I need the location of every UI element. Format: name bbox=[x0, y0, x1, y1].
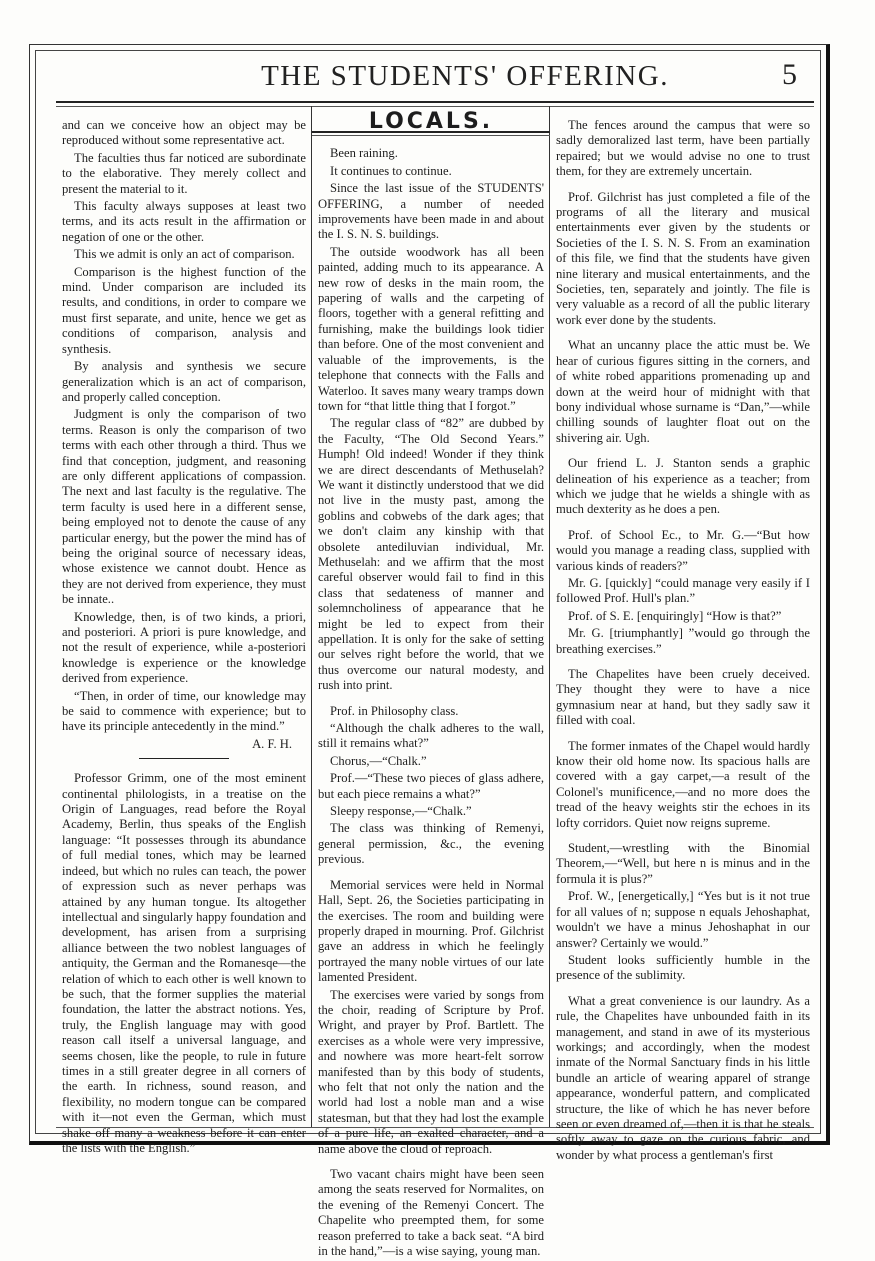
paragraph: It continues to continue. bbox=[330, 163, 452, 178]
paragraph: Been raining. bbox=[330, 146, 398, 161]
section-divider bbox=[139, 758, 229, 759]
paragraph: What a great convenience is our laundry. As a rule, the Chapelites have unbounded faith in its management, and stand in awe of its mysterious workings; and accordingly, when the modest inmate of the Normal Sanctuary finds in his little bundle an article of wearing apparel of strange appearance, wonderful pattern, and complicated structure, the like of which he has never before seen or even dreamed of,—then it is that he steals softly away to gaze on the curious fabric, and wonder by what process a gentleman's first bbox=[556, 993, 810, 1162]
paragraph: Prof.—“These two pieces of glass adhere, but each piece remains a what?” bbox=[318, 771, 544, 801]
paragraph: Knowledge, then, is of two kinds, a priori, and posteriori. A priori is pure knowledge, and not the result of experience, while a-posteriori knowledge is experience or the knowledge derived from experience. bbox=[62, 609, 306, 686]
column-3-paragraphs bbox=[556, 118, 810, 1163]
paragraph: “Then, in order of time, our knowledge may be said to commence with experience; but to have its principle antecedently in the mind.” bbox=[62, 688, 306, 734]
paragraph: Prof. Gilchrist has just completed a file of the programs of all the literary and musical entertainments ever given by the students or Societies of the I. S. N. S. From an examination of this file, we find that the students have given nine literary and musical entertainments, and the Societies, ten, separately and jointly. The file is very valuable as a record of all the public literary work ever done by the students. bbox=[556, 189, 810, 327]
locals-heading: LOCALS. bbox=[368, 109, 494, 134]
paragraph: This faculty always supposes at least two terms, and its acts result in the affirmation or negation of one or the other. bbox=[62, 199, 306, 244]
masthead-title: THE STUDENTS' OFFERING. bbox=[261, 60, 669, 92]
paragraph: Prof. of School Ec., to Mr. G.—“But how would you manage a reading class, supplied with various kinds of readers?” bbox=[556, 527, 810, 573]
column-divider bbox=[311, 106, 312, 1128]
paragraph: Chorus,—“Chalk.” bbox=[330, 753, 427, 768]
paragraph: “Although the chalk adheres to the wall, still it remains what?” bbox=[318, 721, 544, 751]
header-rule bbox=[56, 101, 814, 107]
paragraph: The fences around the campus that were so sadly demoralized last term, have been partially repaired; but we would advise no one to trust them, for they are extremely uncertain. bbox=[556, 118, 810, 179]
paragraph: By analysis and synthesis we secure generalization which is an act of comparison, and properly called conception. bbox=[62, 359, 306, 404]
paragraph: The outside woodwork has all been painted, adding much to its appearance. A new row of desks in the main room, the papering of walls and the carpeting of floors, together with a general refitting and furnishing, make the buildings look tidier than before. One of the most convenient and valuable of the improvements, is the telephone that connects with the Falls and Waterloo. It saves many weary tramps down town for “that little thing that I forgot.” bbox=[318, 244, 544, 413]
paragraph: Memorial services were held in Normal Hall, Sept. 26, the Societies participating in the exercises. The room and building were properly draped in mourning. Prof. Gilchrist gave an address in which he feelingly portrayed the many noble virtues of our late lamented President. bbox=[318, 877, 544, 985]
grimm-paragraph: Professor Grimm, one of the most eminent continental philologists, in a treatise on the Origin of Languages, read before the Royal Academy, Berlin, thus speaks of the English language: “It possesses through its abundance of full medial tones, which may be learned indeed, but which no rules can teach, the power of expression such as never perhaps was attained by any human tongue. Its altogether intellectual and singularly happy foundation and development, has arisen from a surprising alliance between the two noblest languages of antiquity, the German and the Romanesqe—the relation of which to each other is well known to be such, that the former supplies the material foundation, the latter the abstract notions. Yes, truly, the English language may with good reason call itself a universal language, and seems chosen, like the people, to rule in future times in a still greater degree in all corners of the earth. In richness, sound reason, and flexibility, no modern tongue can be compared with it—not even the German, which must shake off many a weakness before it can enter the lists with the English.” bbox=[62, 771, 306, 1155]
paragraph: This we admit is only an act of comparison. bbox=[74, 247, 295, 262]
paragraph: Prof. W., [energetically,] “Yes but is it not true for all values of n; suppose n equals Jehoshaphat, wouldn't we have a minus Jehoshaphat in our answer? Certainly we would.” bbox=[556, 889, 810, 950]
paragraph: Student looks sufficiently humble in the presence of the sublimity. bbox=[556, 952, 810, 983]
author-signature: A. F. H. bbox=[252, 736, 292, 751]
paragraph: Prof. in Philosophy class. bbox=[330, 703, 459, 718]
paragraph: The exercises were varied by songs from the choir, reading of Scripture by Prof. Wright, and prayer by Prof. Bartlett. The exercises as a whole were very impressive, and nowhere was more heart-felt sorrow manifested than by this body of students, who felt that not only the nation and the world had lost a noble man and a wise statesman, but that they had lost the example of a pure life, an exalted character, and a name above the cloud of reproach. bbox=[318, 987, 544, 1156]
paragraph: The regular class of “82” are dubbed by the Faculty, “The Old Second Years.” Humph! Old indeed! Wonder if they think we are direct descendants of Methuselah? We want it distinctly understood that we did not live in the musty past, among the goblins and cobwebs of the dark ages; that we don't claim any kinship with that obsolete antediluvian individual, Mr. Methuselah: and we affirm that the most careful observer would fail to find in this class that sedateness of manner and solemncholiness of appearance that he might be led to expect from their appellation. It is only for the sake of setting our selves right before the world, that we thus overcome our natural modesty, and rush into print. bbox=[318, 416, 544, 693]
paragraph: The faculties thus far noticed are subordinate to the elaborative. They merely collect and present the material to it. bbox=[62, 150, 306, 196]
paragraph: Sleepy response,—“Chalk.” bbox=[330, 804, 472, 819]
column-divider bbox=[549, 106, 550, 1128]
paragraph: and can we conceive how an object may be reproduced without some representative act. bbox=[62, 118, 306, 148]
paragraph: Comparison is the highest function of the mind. Under comparison are included its results, and conditions, in order to compare we must first separate, and unite, hence we get as conditions of comparison, analysis and synthesis. bbox=[62, 264, 306, 356]
paragraph: Prof. of S. E. [enquiringly] “How is that?” bbox=[568, 608, 782, 623]
paragraph: Two vacant chairs might have been seen among the seats reserved for Normalites, on the evening of the Remenyi Concert. The Chapelite who preempted them, for some reason preferred to take a back seat. “A bird in the hand,”—is a wise saying, young man. bbox=[318, 1167, 544, 1259]
column-1 bbox=[62, 118, 306, 1158]
paragraph: What an uncanny place the attic must be. We hear of curious figures sitting in the corners, and of white robed apparitions promenading up and down at the weird hour of midnight with that bony individual whose surname is “Dan,”—while chilling sounds of laughter float out on the shivering air. Ugh. bbox=[556, 338, 810, 445]
column-2-paragraphs bbox=[318, 146, 544, 1259]
column-2-locals bbox=[318, 109, 544, 1261]
paragraph: Our friend L. J. Stanton sends a graphic delineation of his experience as a teacher; from which we judge that he wields a shingle with as much dexterity as he does a pen. bbox=[556, 456, 810, 517]
column-3 bbox=[556, 118, 810, 1165]
paragraph: The class was thinking of Remenyi, general permission, &c., the evening previous. bbox=[318, 821, 544, 867]
page-number: 5 bbox=[782, 58, 797, 91]
paragraph: Judgment is only the comparison of two terms. Reason is only the comparison of two terms with each other through a third. Thus we find that conception, judgment, and reasoning are only different applications of compassion. The next and last faculty is the regulative. The term faculty is used here in a different sense, being employed not to denote the cause of any particular energy, but the power the mind has of being the original source of necessary ideas, whose existence we cannot doubt. Hence as they are not derived from experience, they must be innate.. bbox=[62, 407, 306, 607]
paragraph: The former inmates of the Chapel would hardly know their old home now. Its spacious halls are covered with a gay carpet,—a result of the Colonel's munificence,—and no more does the tread of the heavy weights stir the echoes in its lofty corridors. Quiet now reigns supreme. bbox=[556, 738, 810, 830]
paragraph: Mr. G. [quickly] “could manage very easily if I followed Prof. Hull's plan.” bbox=[556, 575, 810, 606]
paragraph: Since the last issue of the STUDENTS' OFFERING, a number of needed improvements have been made in and about the I. S. N. S. buildings. bbox=[318, 181, 544, 242]
paragraph: The Chapelites have been cruely deceived. They thought they were to have a nice gymnasium near at hand, but they sadly saw it filled with coal. bbox=[556, 667, 810, 728]
paragraph: Mr. G. [triumphantly] ”would go through the breathing exercises.” bbox=[556, 626, 810, 656]
paragraph: Student,—wrestling with the Binomial Theorem,—“Well, but here n is minus and in the formula it is plus?” bbox=[556, 841, 810, 886]
column-1-paragraphs bbox=[62, 118, 306, 735]
